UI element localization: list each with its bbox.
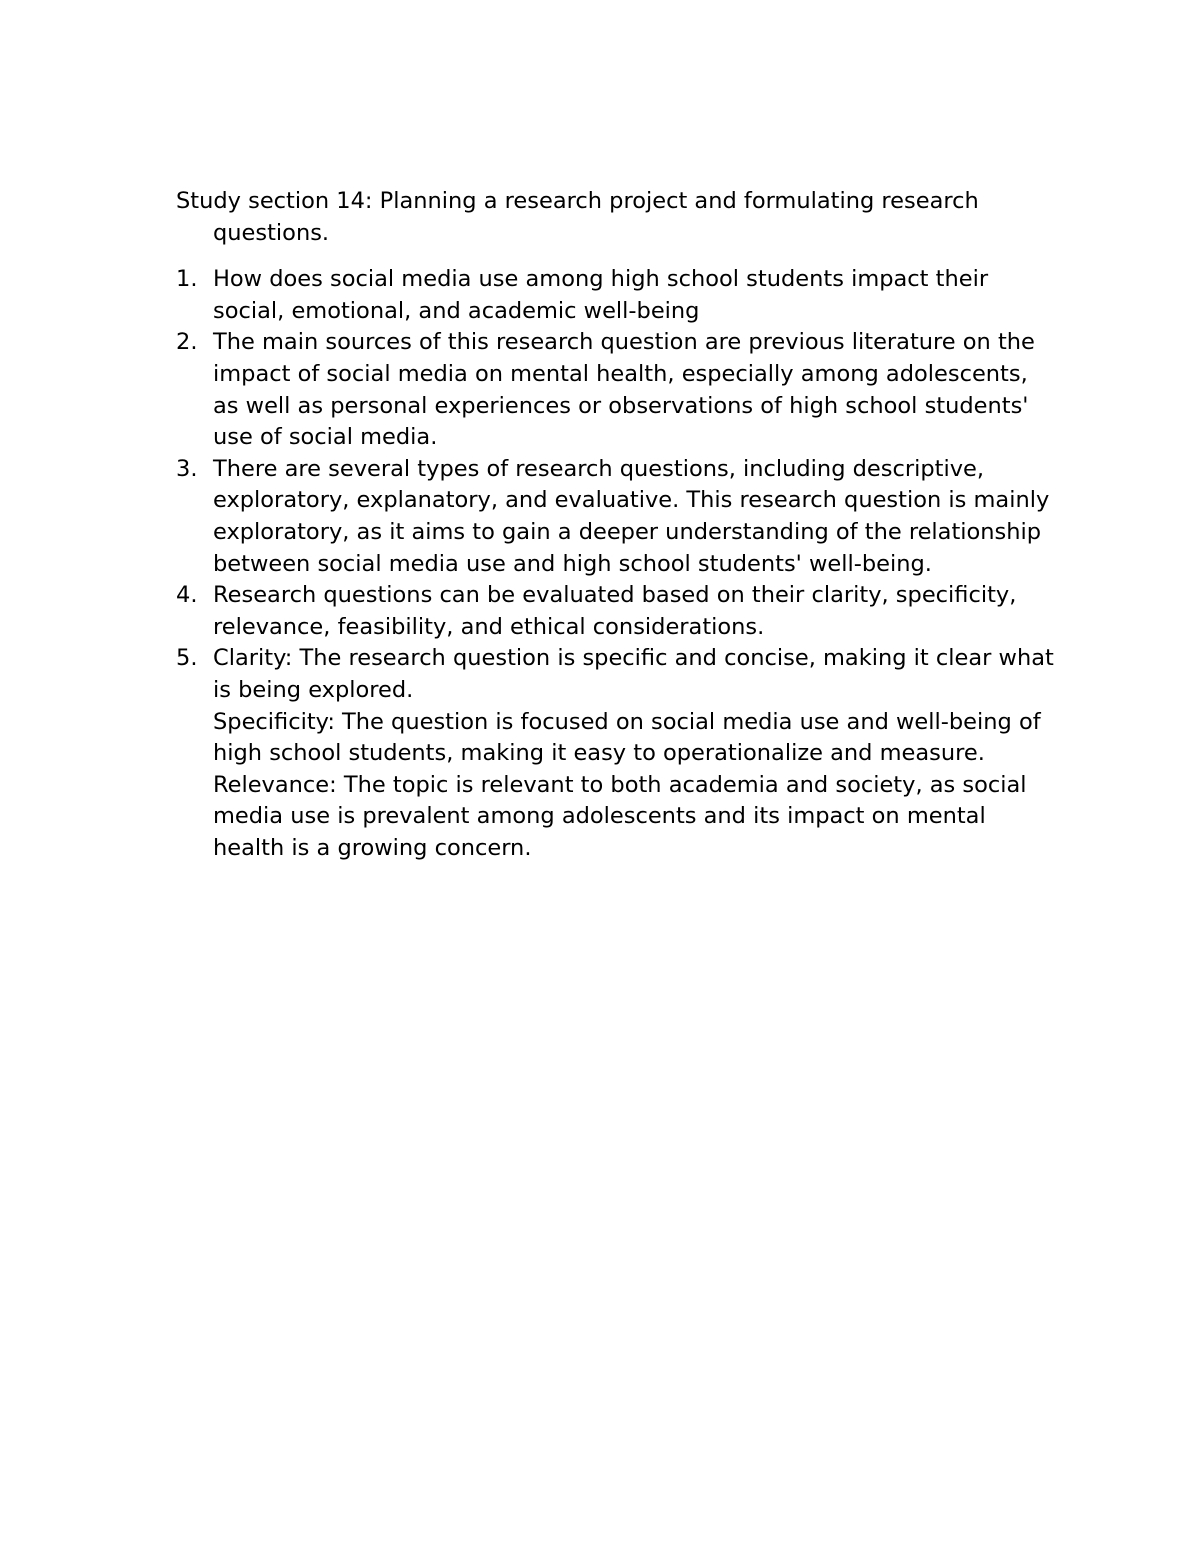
list-item-text: There are several types of research questions, including descriptive, exploratory, explanatory, and evaluative. This research question is mainly exploratory, as it aims to gain a deeper understanding of the relationship between social media use and high school students' well-being. <box>213 455 1050 577</box>
list-item-text: The main sources of this research question are previous literature on the impact of social media on mental health, especially among adolescents, as well as personal experiences or observations of high school students' use of social media. <box>213 329 1035 451</box>
clarity-paragraph: Clarity: The research question is specific and concise, making it clear what is being explored. <box>213 645 1054 703</box>
list-item <box>176 264 1056 327</box>
list-item <box>176 327 1056 453</box>
relevance-paragraph: Relevance: The topic is relevant to both academia and society, as social media use is prevalent among adolescents and its impact on mental health is a growing concern. <box>213 771 1027 861</box>
list-item-number: 4. <box>176 582 198 609</box>
list-item <box>176 580 1056 643</box>
list-item-text: How does social media use among high school students impact their social, emotional, and academic well-being <box>213 266 989 324</box>
list-item-number: 5. <box>176 645 198 672</box>
numbered-list <box>176 264 1056 864</box>
list-item-text: Research questions can be evaluated based on their clarity, specificity, relevance, feasibility, and ethical considerations. <box>213 582 1017 640</box>
list-item <box>176 643 1056 864</box>
specificity-paragraph: Specificity: The question is focused on social media use and well-being of high school students, making it easy to operationalize and measure. <box>213 708 1041 767</box>
document-body <box>176 186 1056 864</box>
list-item-number: 3. <box>176 455 198 482</box>
list-item <box>176 454 1056 580</box>
list-item-number: 1. <box>176 266 198 293</box>
document-heading: Study section 14: Planning a research project and formulating research questions. <box>176 188 979 246</box>
list-item-number: 2. <box>176 329 198 356</box>
